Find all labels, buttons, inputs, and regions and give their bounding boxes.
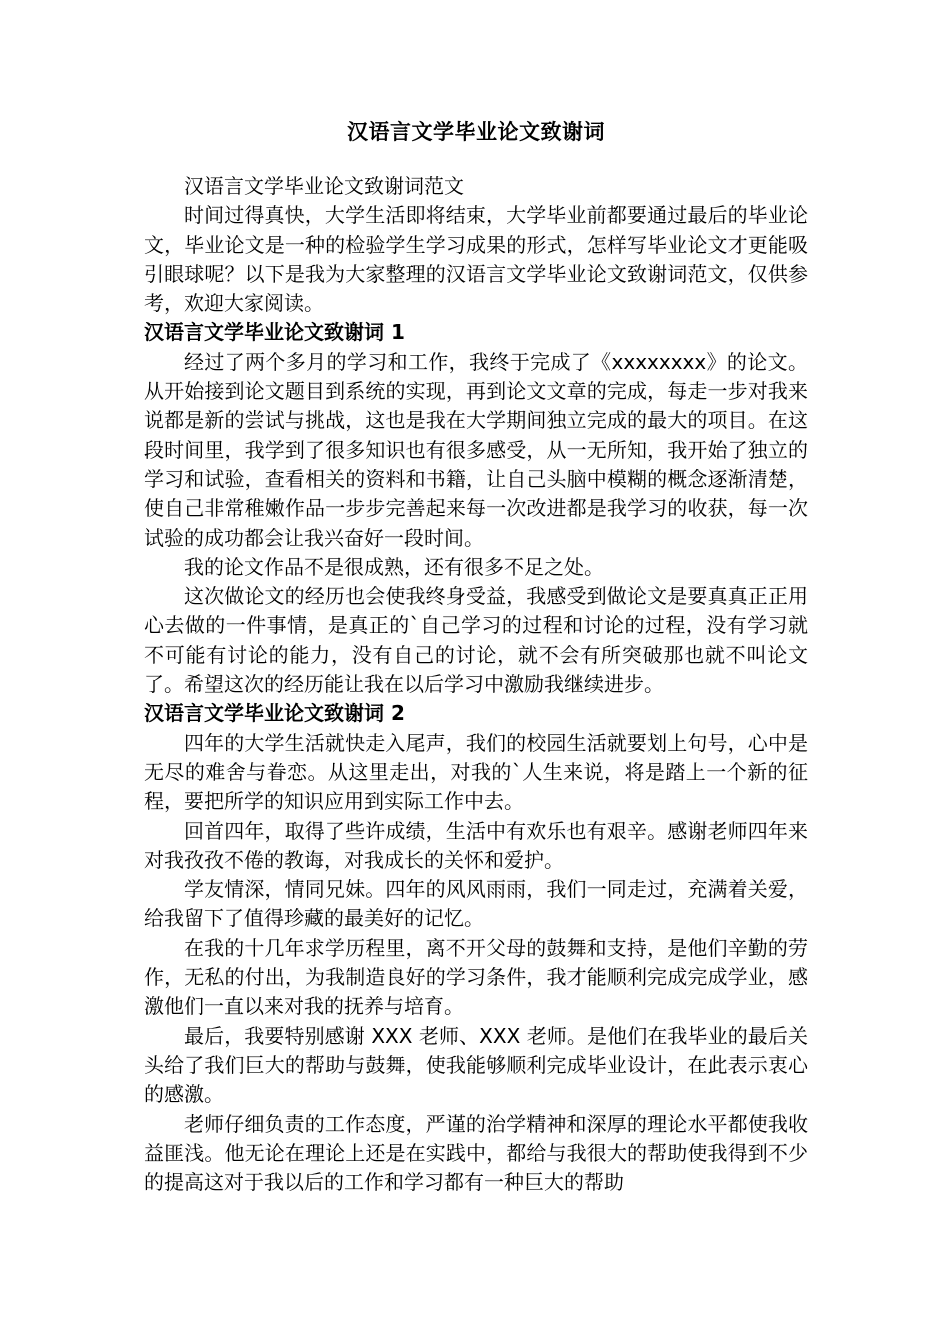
paragraph: 学友情深，情同兄妹。四年的风风雨雨，我们一同走过，充满着关爱，给我留下了值得珍藏的最美好的记忆。 <box>144 877 808 931</box>
intro-paragraph: 时间过得真快，大学生活即将结束，大学毕业前都要通过最后的毕业论文，毕业论文是一种的检验学生学习成果的形式，怎样写毕业论文才更能吸引眼球呢？以下是我为大家整理的汉语言文学毕业论文致谢词范文，仅供参考，欢迎大家阅读。 <box>144 203 808 316</box>
paragraph: 这次做论文的经历也会使我终身受益，我感受到做论文是要真真正正用心去做的一件事情，是真正的`自己学习的过程和讨论的过程，没有学习就不可能有讨论的能力，没有自己的讨论，就不会有所突破那也就不叫论文了。希望这次的经历能让我在以后学习中激励我继续进步。 <box>144 584 808 697</box>
subtitle: 汉语言文学毕业论文致谢词范文 <box>184 174 464 198</box>
document-title: 汉语言文学毕业论文致谢词 <box>347 120 605 144</box>
section-heading-2: 汉语言文学毕业论文致谢词 2 <box>144 701 405 726</box>
paragraph: 四年的大学生活就快走入尾声，我们的校园生活就要划上句号，心中是无尽的难舍与眷恋。从这里走出，对我的`人生来说，将是踏上一个新的征程，要把所学的知识应用到实际工作中去。 <box>144 730 808 814</box>
paragraph: 经过了两个多月的学习和工作，我终于完成了《xxxxxxxx》的论文。从开始接到论文题目到系统的实现，再到论文文章的完成，每走一步对我来说都是新的尝试与挑战，这也是我在大学期间独立完成的最大的项目。在这段时间里，我学到了很多知识也有很多感受，从一无所知，我开始了独立的学习和试验，查看相关的资料和书籍，让自己头脑中模糊的概念逐渐清楚，使自己非常稚嫩作品一步步完善起来每一次改进都是我学习的收获，每一次试验的成功都会让我兴奋好一段时间。 <box>144 349 808 550</box>
paragraph: 回首四年，取得了些许成绩，生活中有欢乐也有艰辛。感谢老师四年来对我孜孜不倦的教诲，对我成长的关怀和爱护。 <box>144 818 808 872</box>
document-page <box>144 112 808 1197</box>
paragraph: 在我的十几年求学历程里，离不开父母的鼓舞和支持，是他们辛勤的劳作，无私的付出，为我制造良好的学习条件，我才能顺利完成完成学业，感激他们一直以来对我的抚养与培育。 <box>144 935 808 1019</box>
paragraph: 最后，我要特别感谢 XXX 老师、XXX 老师。是他们在我毕业的最后关头给了我们巨大的帮助与鼓舞，使我能够顺利完成毕业设计，在此表示衷心的感激。 <box>144 1023 808 1107</box>
section-heading-1: 汉语言文学毕业论文致谢词 1 <box>144 320 405 345</box>
paragraph: 老师仔细负责的工作态度，严谨的治学精神和深厚的理论水平都使我收益匪浅。他无论在理论上还是在实践中，都给与我很大的帮助使我得到不少的提高这对于我以后的工作和学习都有一种巨大的帮助 <box>144 1111 808 1195</box>
paragraph: 我的论文作品不是很成熟，还有很多不足之处。 <box>184 554 604 579</box>
